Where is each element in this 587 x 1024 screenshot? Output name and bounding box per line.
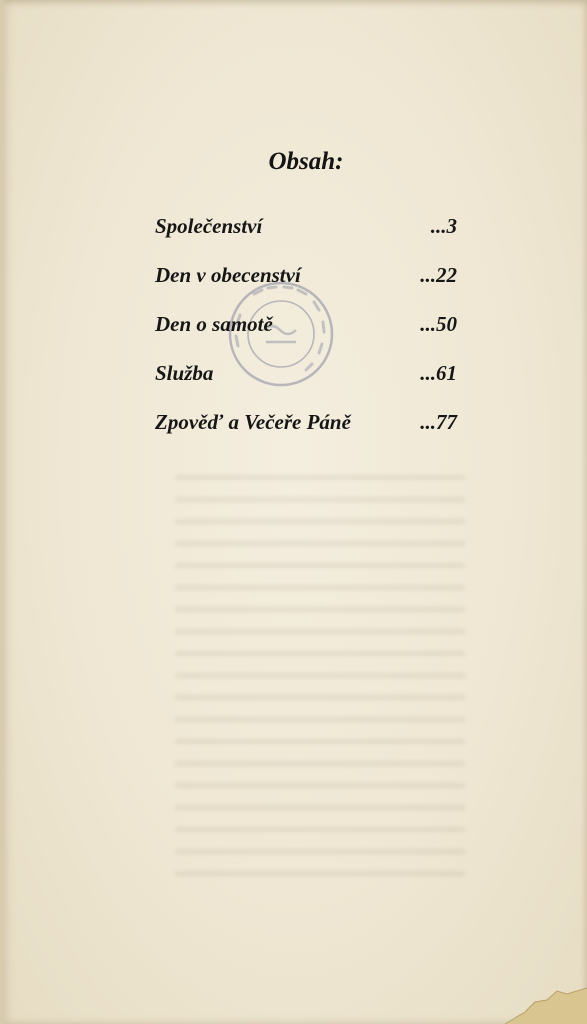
toc-title: Obsah: bbox=[268, 148, 344, 175]
toc-entry[interactable] bbox=[155, 358, 457, 407]
torn-corner bbox=[497, 974, 587, 1024]
toc-entry-page: ...61 bbox=[420, 361, 457, 385]
toc-entry-page: ...3 bbox=[430, 214, 457, 238]
bleed-through-text bbox=[175, 475, 465, 885]
toc-entry[interactable] bbox=[155, 260, 457, 309]
toc-entry-label: Den o samotě bbox=[155, 312, 273, 336]
toc-entry[interactable] bbox=[155, 211, 457, 260]
toc-entry-page: ...22 bbox=[420, 263, 457, 287]
toc-entry-label: Společenství bbox=[155, 214, 263, 238]
toc-entry-label: Služba bbox=[155, 361, 214, 385]
toc-entry[interactable] bbox=[155, 407, 457, 456]
toc-entry[interactable] bbox=[155, 309, 457, 358]
toc-entry-page: ...50 bbox=[420, 312, 457, 336]
toc-entry-page: ...77 bbox=[420, 410, 457, 434]
toc-entry-label: Den v obecenství bbox=[155, 263, 301, 287]
table-of-contents bbox=[155, 211, 457, 456]
toc-entry-label: Zpověď a Večeře Páně bbox=[155, 410, 351, 434]
